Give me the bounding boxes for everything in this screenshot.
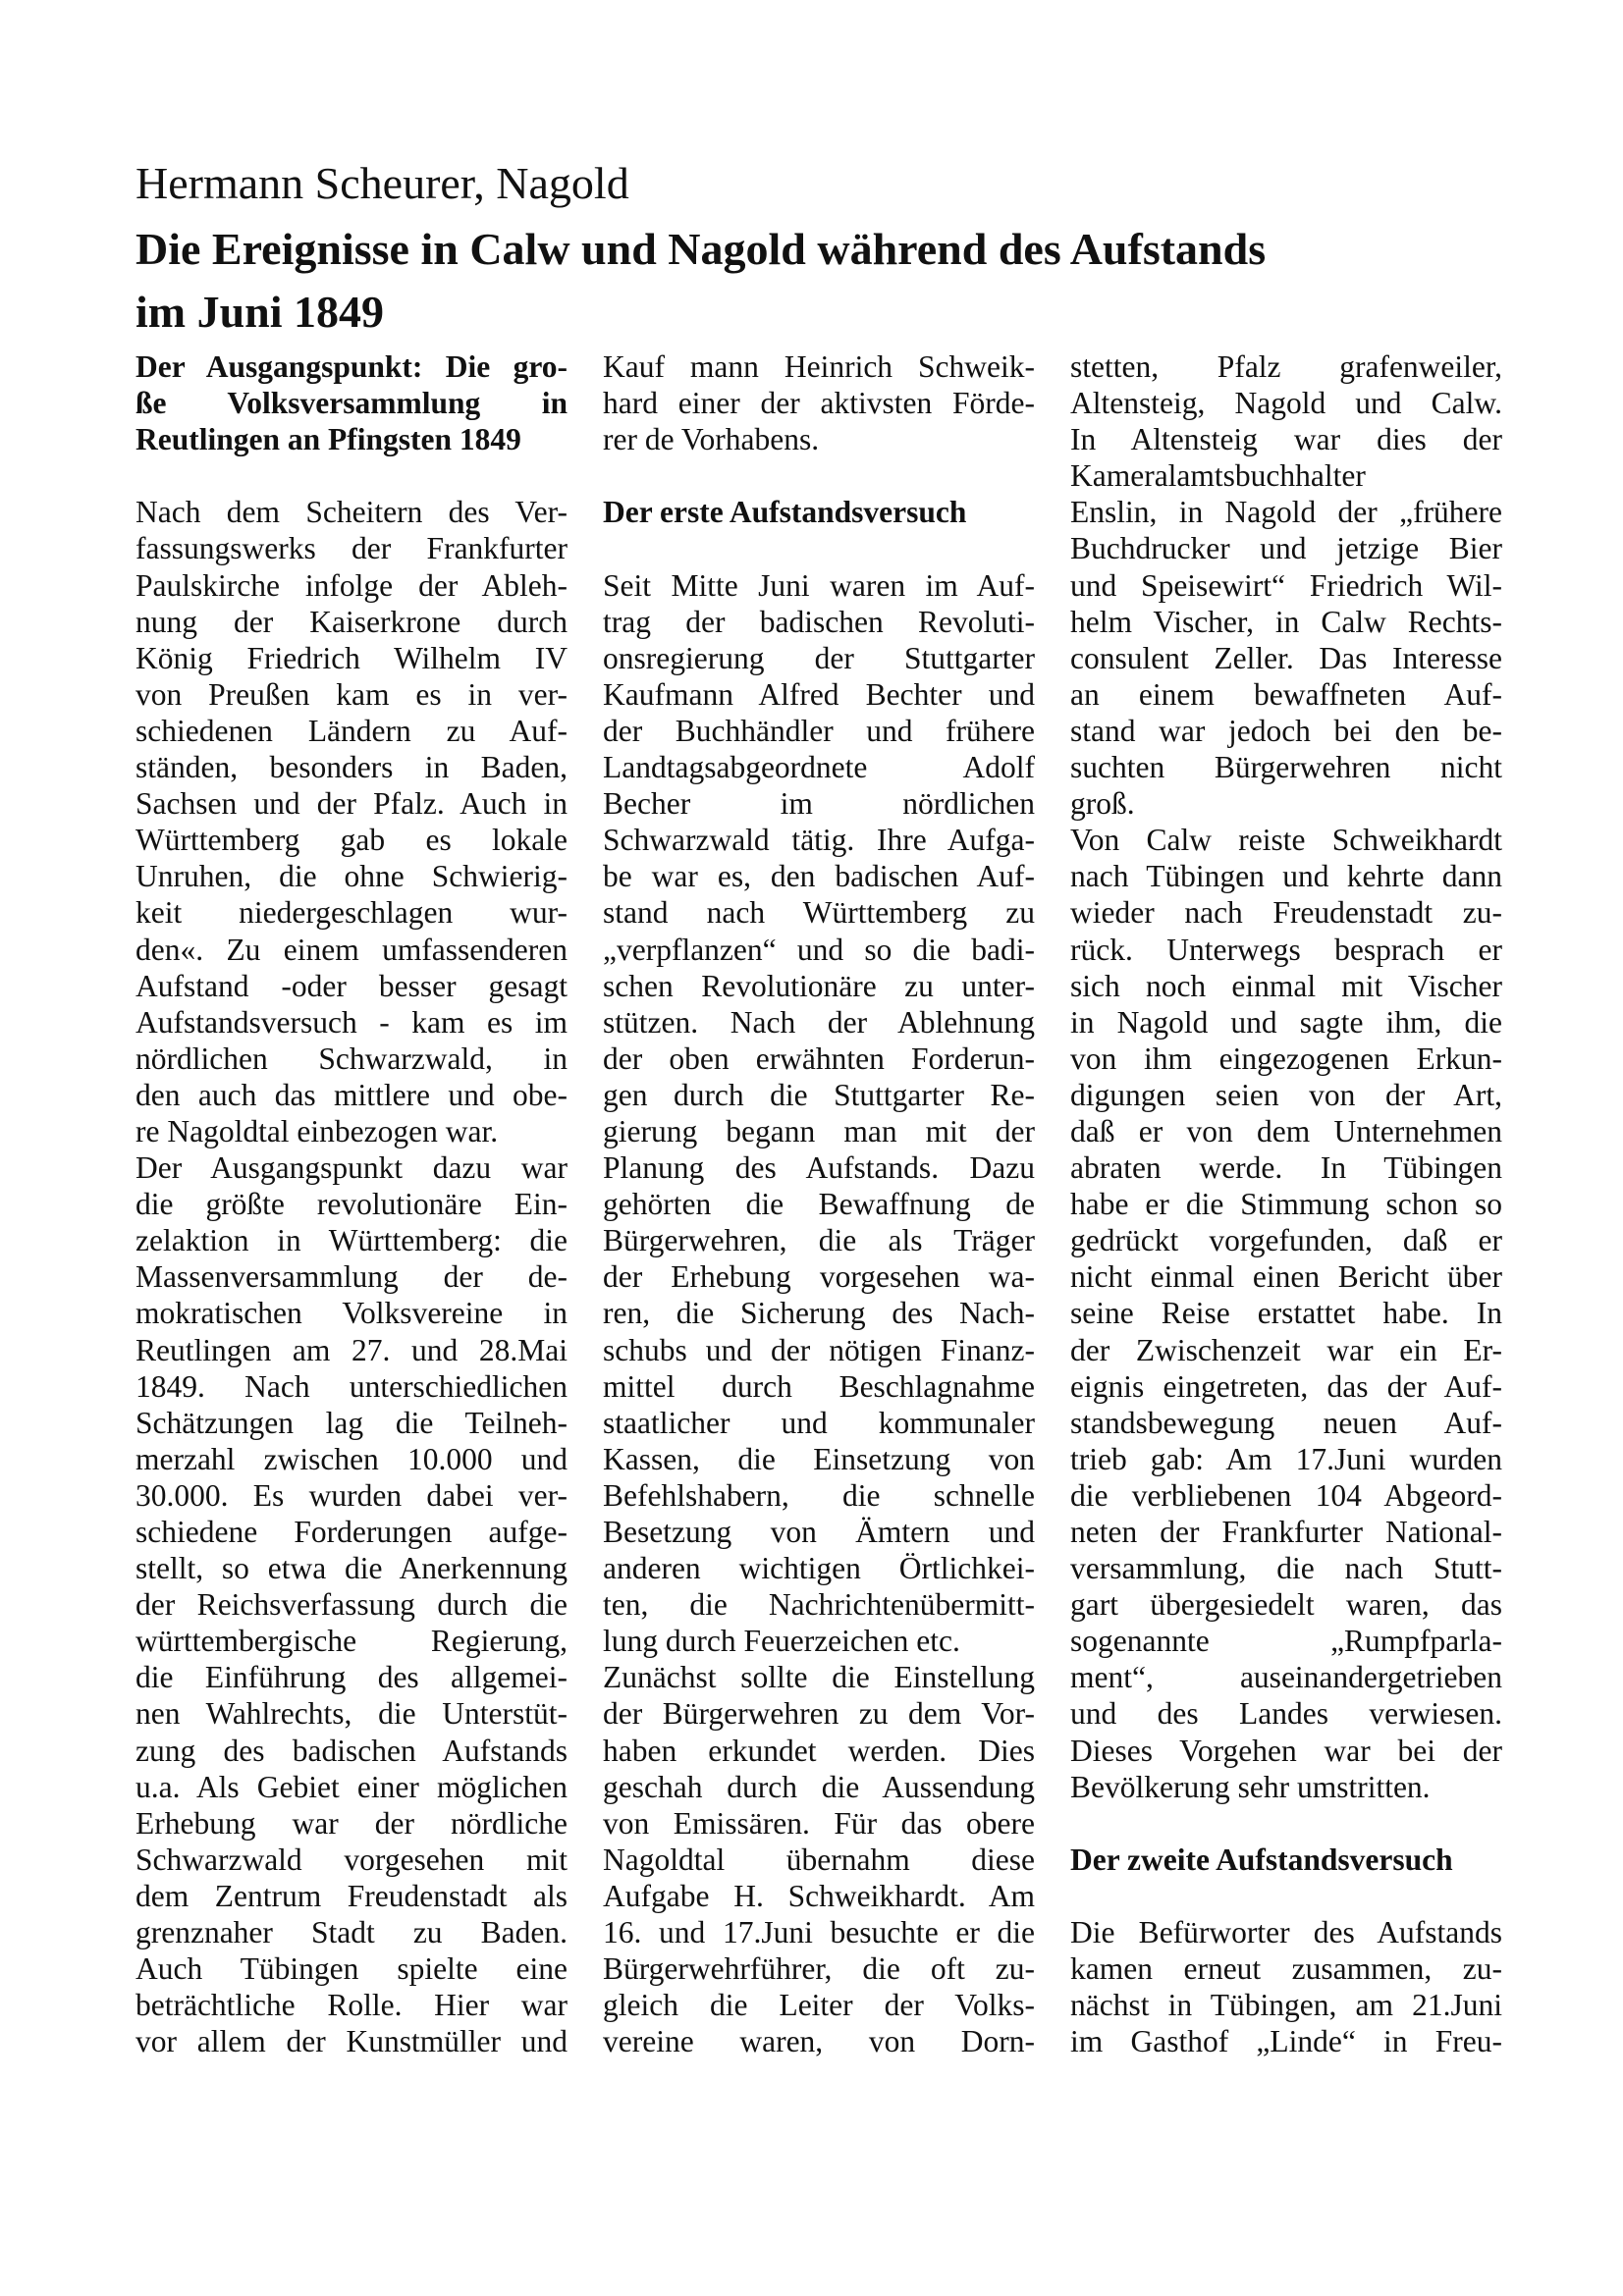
text-line: Seit Mitte Juni waren im Auf-	[603, 567, 1035, 603]
heading-line: Reutlingen an Pfingsten 1849	[135, 422, 521, 457]
text-line: zung des badischen Aufstands	[135, 1733, 568, 1768]
text-line: seine Reise erstattet habe. In	[1070, 1296, 1502, 1331]
text-line: zelaktion in Württemberg: die	[135, 1223, 568, 1258]
text-line: fassungswerks der Frankfurter	[135, 531, 568, 566]
text-line: Erhebung war der nördliche	[135, 1805, 568, 1841]
article-title-line: im Juni 1849	[135, 287, 385, 337]
text-line: daß er von dem Unternehmen	[1070, 1113, 1502, 1148]
section-heading	[135, 348, 568, 457]
text-line: trieb gab: Am 17.Juni wurden	[1070, 1441, 1502, 1476]
text-line: Kassen, die Einsetzung von	[603, 1441, 1035, 1476]
text-line: Sachsen und der Pfalz. Auch in	[135, 786, 568, 822]
text-line: vor allem der Kunstmüller und	[135, 2024, 568, 2059]
text-line: geschah durch die Aussendung	[603, 1769, 1035, 1804]
text-line: Schwarzwald vorgesehen mit	[135, 1842, 568, 1877]
text-line: onsregierung der Stuttgarter	[603, 640, 1035, 675]
text-line: Kauf mann Heinrich Schweik-	[603, 349, 1035, 384]
text-line: Schwarzwald tätig. Ihre Aufga-	[603, 823, 1035, 858]
text-line: von ihm eingezogenen Erkun-	[1070, 1041, 1502, 1076]
text-line: Aufgabe H. Schweikhardt. Am	[603, 1878, 1035, 1913]
text-line: lung durch Feuerzeichen etc.	[603, 1624, 960, 1659]
text-line: hard einer der aktivsten Förde-	[603, 386, 1035, 421]
text-line: anderen wichtigen Örtlichkei-	[603, 1551, 1035, 1586]
text-line: Unruhen, die ohne Schwierig-	[135, 859, 568, 894]
text-line: Paulskirche infolge der Ableh-	[135, 567, 568, 603]
text-line: der Bürgerwehren zu dem Vor-	[603, 1696, 1035, 1732]
text-line: nach Tübingen und kehrte dann	[1070, 859, 1502, 894]
text-line: in Nagold und sagte ihm, die	[1070, 1004, 1502, 1040]
text-line: trag der badischen Revoluti-	[603, 604, 1035, 639]
text-line: keit niedergeschlagen wur-	[135, 895, 568, 931]
text-line: suchten Bürgerwehren nicht	[1070, 750, 1502, 785]
text-line: gedrückt vorgefunden, daß er	[1070, 1223, 1502, 1258]
text-line: rück. Unterwegs besprach er	[1070, 932, 1502, 967]
heading-line: Der zweite Aufstandsversuch	[1070, 1842, 1453, 1877]
text-line: im Gasthof „Linde“ in Freu-	[1070, 2024, 1502, 2059]
section-heading	[603, 494, 1035, 530]
text-column-2	[603, 348, 1035, 2059]
text-line: merzahl zwischen 10.000 und	[135, 1441, 568, 1476]
text-line: König Friedrich Wilhelm IV	[135, 640, 568, 675]
text-line: Massenversammlung der de-	[135, 1259, 568, 1295]
article-title-line: Die Ereignisse in Calw und Nagold während des Aufstands	[135, 224, 1267, 274]
text-line: Bürgerwehrführer, die oft zu-	[603, 1951, 1035, 1987]
text-line: stand nach Württemberg zu	[603, 895, 1035, 931]
text-line: ten, die Nachrichtenübermitt-	[603, 1587, 1035, 1623]
text-line: an einem bewaffneten Auf-	[1070, 676, 1502, 712]
text-line: württembergische Regierung,	[135, 1624, 568, 1659]
text-line: sogenannte „Rumpfparla-	[1070, 1624, 1502, 1659]
text-line: Schätzungen lag die Teilneh-	[135, 1405, 568, 1440]
text-line: Aufstandsversuch - kam es im	[135, 1004, 568, 1040]
text-line: die verbliebenen 104 Abgeord-	[1070, 1477, 1502, 1513]
text-line: habe er die Stimmung schon so	[1070, 1187, 1502, 1222]
text-line: Dieses Vorgehen war bei der	[1070, 1733, 1502, 1768]
text-line: rer de Vorhabens.	[603, 422, 820, 457]
text-line: vereine waren, von Dorn-	[603, 2024, 1035, 2059]
text-line: nächst in Tübingen, am 21.Juni	[1070, 1988, 1502, 2023]
author-name: Hermann Scheurer, Nagold	[135, 158, 629, 208]
text-line: Becher im nördlichen	[603, 786, 1035, 822]
text-line: groß.	[1070, 786, 1135, 822]
text-line: abraten werde. In Tübingen	[1070, 1150, 1502, 1186]
text-line: nung der Kaiserkrone durch	[135, 604, 568, 639]
text-line: wieder nach Freudenstadt zu-	[1070, 895, 1502, 931]
text-column-3	[1070, 348, 1502, 2059]
text-line: 16. und 17.Juni besuchte er die	[603, 1915, 1035, 1950]
text-line: Nagoldtal übernahm diese	[603, 1842, 1035, 1877]
text-line: 1849. Nach unterschiedlichen	[135, 1368, 568, 1404]
paragraph	[135, 494, 568, 1149]
text-line: digungen seien von der Art,	[1070, 1077, 1502, 1112]
text-line: standsbewegung neuen Auf-	[1070, 1405, 1502, 1440]
text-line: der Erhebung vorgesehen wa-	[603, 1259, 1035, 1295]
text-line: nicht einmal einen Bericht über	[1070, 1259, 1502, 1295]
text-line: der Reichsverfassung durch die	[135, 1587, 568, 1623]
text-line: u.a. Als Gebiet einer möglichen	[135, 1769, 568, 1804]
text-line: stützen. Nach der Ablehnung	[603, 1004, 1035, 1040]
text-line: stetten, Pfalz grafenweiler,	[1070, 349, 1502, 384]
text-line: stellt, so etwa die Anerkennung	[135, 1551, 568, 1586]
text-line: von Preußen kam es in ver-	[135, 676, 568, 712]
heading-line: Der erste Aufstandsversuch	[603, 495, 967, 530]
paragraph-spacer	[135, 457, 568, 494]
text-line: mokratischen Volksvereine in	[135, 1296, 568, 1331]
text-line: Buchdrucker und jetzige Bier	[1070, 531, 1502, 566]
text-line: Nach dem Scheitern des Ver-	[135, 495, 568, 530]
text-line: Von Calw reiste Schweikhardt	[1070, 823, 1502, 858]
paragraph	[1070, 822, 1502, 1805]
text-line: gehörten die Bewaffnung de	[603, 1187, 1035, 1222]
text-line: ren, die Sicherung des Nach-	[603, 1296, 1035, 1331]
text-line: den auch das mittlere und obe-	[135, 1077, 568, 1112]
text-line: „verpflanzen“ und so die badi-	[603, 932, 1035, 967]
text-line: eignis eingetreten, das der Auf-	[1070, 1368, 1502, 1404]
heading-line: Der Ausgangspunkt: Die gro-	[135, 349, 568, 384]
text-line: Bürgerwehren, die als Träger	[603, 1223, 1035, 1258]
text-line: Die Befürworter des Aufstands	[1070, 1915, 1502, 1950]
text-line: und Speisewirt“ Friedrich Wil-	[1070, 567, 1502, 603]
text-line: Auch Tübingen spielte eine	[135, 1951, 568, 1987]
text-line: von Emissären. Für das obere	[603, 1805, 1035, 1841]
text-line: schubs und der nötigen Finanz-	[603, 1332, 1035, 1367]
text-line: Zunächst sollte die Einstellung	[603, 1660, 1035, 1695]
text-column-1	[135, 348, 568, 2059]
text-line: 30.000. Es wurden dabei ver-	[135, 1477, 568, 1513]
text-line: schiedene Forderungen aufge-	[135, 1515, 568, 1549]
text-line: neten der Frankfurter National-	[1070, 1515, 1502, 1549]
text-line: stand war jedoch bei den be-	[1070, 713, 1502, 748]
text-line: In Altensteig war dies der	[1070, 422, 1502, 457]
text-line: consulent Zeller. Das Interesse	[1070, 640, 1502, 675]
text-line: Reutlingen am 27. und 28.Mai	[135, 1332, 568, 1367]
text-line: der Buchhändler und frühere	[603, 713, 1035, 748]
text-line: grenznaher Stadt zu Baden.	[135, 1915, 568, 1950]
text-line: gierung begann man mit der	[603, 1113, 1035, 1148]
text-line: schen Revolutionäre zu unter-	[603, 968, 1035, 1003]
section-heading	[1070, 1842, 1502, 1878]
text-line: den«. Zu einem umfassenderen	[135, 932, 568, 967]
article-title	[135, 218, 1490, 344]
text-line: und des Landes verwiesen.	[1070, 1696, 1502, 1732]
paragraph-spacer	[1070, 1878, 1502, 1914]
text-line: der Zwischenzeit war ein Er-	[1070, 1332, 1502, 1367]
paragraph	[603, 567, 1035, 1660]
text-line: ständen, besonders in Baden,	[135, 750, 568, 785]
text-line: Der Ausgangspunkt dazu war	[135, 1150, 568, 1186]
heading-line: ße Volksversammlung in	[135, 386, 568, 421]
text-line: be war es, den badischen Auf-	[603, 859, 1035, 894]
paragraph	[603, 1659, 1035, 2059]
text-line: kamen erneut zusammen, zu-	[1070, 1951, 1502, 1987]
text-line: Landtagsabgeordnete Adolf	[603, 750, 1035, 785]
paragraph	[1070, 348, 1502, 822]
text-line: Enslin, in Nagold der „frühere	[1070, 495, 1502, 530]
paragraph-spacer	[603, 457, 1035, 494]
text-line: beträchtliche Rolle. Hier war	[135, 1988, 568, 2023]
text-line: gen durch die Stuttgarter Re-	[603, 1077, 1035, 1112]
text-line: nen Wahlrechts, die Unterstüt-	[135, 1696, 568, 1732]
text-line: re Nagoldtal einbezogen war.	[135, 1113, 499, 1148]
text-line: Württemberg gab es lokale	[135, 823, 568, 858]
text-line: versammlung, die nach Stutt-	[1070, 1551, 1502, 1586]
text-line: Besetzung von Ämtern und	[603, 1515, 1035, 1549]
text-line: Planung des Aufstands. Dazu	[603, 1150, 1035, 1186]
text-line: gart übergesiedelt waren, das	[1070, 1587, 1502, 1623]
text-line: Aufstand -oder besser gesagt	[135, 968, 568, 1003]
text-line: staatlicher und kommunaler	[603, 1405, 1035, 1440]
text-line: Bevölkerung sehr umstritten.	[1070, 1769, 1431, 1804]
text-line: Kameralamtsbuchhalter	[1070, 458, 1366, 494]
text-line: ment“, auseinandergetrieben	[1070, 1660, 1502, 1695]
text-line: gleich die Leiter der Volks-	[603, 1988, 1035, 2023]
paragraph	[135, 1149, 568, 2059]
text-line: Befehlshabern, die schnelle	[603, 1477, 1035, 1513]
text-line: Altensteig, Nagold und Calw.	[1070, 386, 1502, 421]
text-line: haben erkundet werden. Dies	[603, 1733, 1035, 1768]
text-line: nördlichen Schwarzwald, in	[135, 1041, 568, 1076]
text-line: sich noch einmal mit Vischer	[1070, 968, 1502, 1003]
text-line: die Einführung des allgemei-	[135, 1660, 568, 1695]
paragraph	[603, 348, 1035, 457]
text-line: schiedenen Ländern zu Auf-	[135, 713, 568, 748]
text-line: mittel durch Beschlagnahme	[603, 1368, 1035, 1404]
text-line: helm Vischer, in Calw Rechts-	[1070, 604, 1502, 639]
text-line: der oben erwähnten Forderun-	[603, 1041, 1035, 1076]
paragraph-spacer	[603, 530, 1035, 566]
text-line: Kaufmann Alfred Bechter und	[603, 676, 1035, 712]
text-line: dem Zentrum Freudenstadt als	[135, 1878, 568, 1913]
paragraph	[1070, 1914, 1502, 2059]
text-line: die größte revolutionäre Ein-	[135, 1187, 568, 1222]
paragraph-spacer	[1070, 1805, 1502, 1842]
